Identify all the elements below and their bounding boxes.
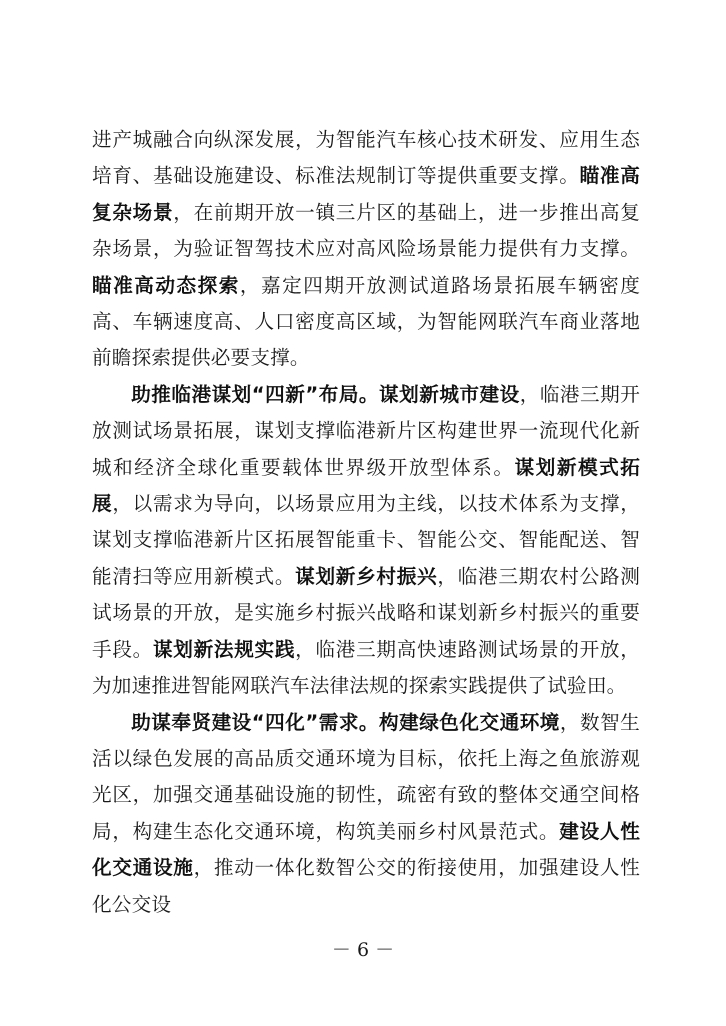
paragraph-3-heading-2: 建设人性化交通设施 xyxy=(92,819,640,880)
paragraph-1 xyxy=(92,122,640,377)
paragraph-1-text-1: 进产城融合向纵深发展，为智能汽车核心技术研发、应用生态培育、基础设施建设、标准法规制订等提供重要支撑。 xyxy=(92,128,640,188)
paragraph-2-text-1: ，临港三期开放测试场景拓展，谋划支撑临港新片区构建世界一流现代化新城和经济全球化重要载体世界级开放型体系。 xyxy=(92,382,640,479)
document-body xyxy=(92,122,640,923)
paragraph-3-title: 助谋奉贤建设“四化”需求。 xyxy=(131,710,380,734)
paragraph-2-heading-1: 谋划新城市建设 xyxy=(379,382,520,406)
paragraph-2-heading-4: 谋划新法规实践 xyxy=(152,637,296,661)
paragraph-2-text-2: ，以需求为导向，以场景应用为主线，以技术体系为支撑，谋划支撑临港新片区拓展智能重卡、智能公交、智能配送、智能清扫等应用新模式。 xyxy=(92,492,641,588)
paragraph-3-heading-1: 构建绿色化交通环境 xyxy=(379,710,560,734)
paragraph-1-text-3: ，嘉定四期开放测试道路场景拓展车辆密度高、车辆速度高、人口密度高区域，为智能网联汽车商业落地前瞻探索提供必要支撑。 xyxy=(92,273,640,370)
paragraph-3-text-2: ，推动一体化数智公交的衔接使用，加强建设人性化公交设 xyxy=(92,856,640,916)
page-number: － 6 － xyxy=(331,939,395,961)
paragraph-2 xyxy=(92,377,640,705)
paragraph-3 xyxy=(92,705,640,923)
paragraph-3-text-1: ，数智生活以绿色发展的高品质交通环境为目标，依托上海之鱼旅游观光区，加强交通基础设施的韧性，疏密有致的整体交通空间格局，构建生态化交通环境，构筑美丽乡村风景范式。 xyxy=(92,710,640,843)
paragraph-2-text-3: ，临港三期农村公路测试场景的开放，是实施乡村振兴战略和谋划新乡村振兴的重要手段。 xyxy=(92,564,641,661)
paragraph-1-heading-2: 瞄准高动态探索 xyxy=(92,273,240,297)
paragraph-2-text-4: ，临港三期高快速路测试场景的开放，为加速推进智能网联汽车法律法规的探索实践提供了试验田。 xyxy=(92,637,641,698)
paragraph-1-text-2: ，在前期开放一镇三片区的基础上，进一步推出高复杂场景，为验证智驾技术应对高风险场景能力提供有力支撑。 xyxy=(92,200,640,261)
paragraph-2-heading-2: 谋划新模式拓展 xyxy=(92,455,640,516)
paragraph-2-title: 助推临港谋划“四新”布局。 xyxy=(131,382,380,406)
paragraph-1-heading-1: 瞄准高复杂场景 xyxy=(92,164,640,224)
paragraph-2-heading-3: 谋划新乡村振兴 xyxy=(295,564,438,588)
